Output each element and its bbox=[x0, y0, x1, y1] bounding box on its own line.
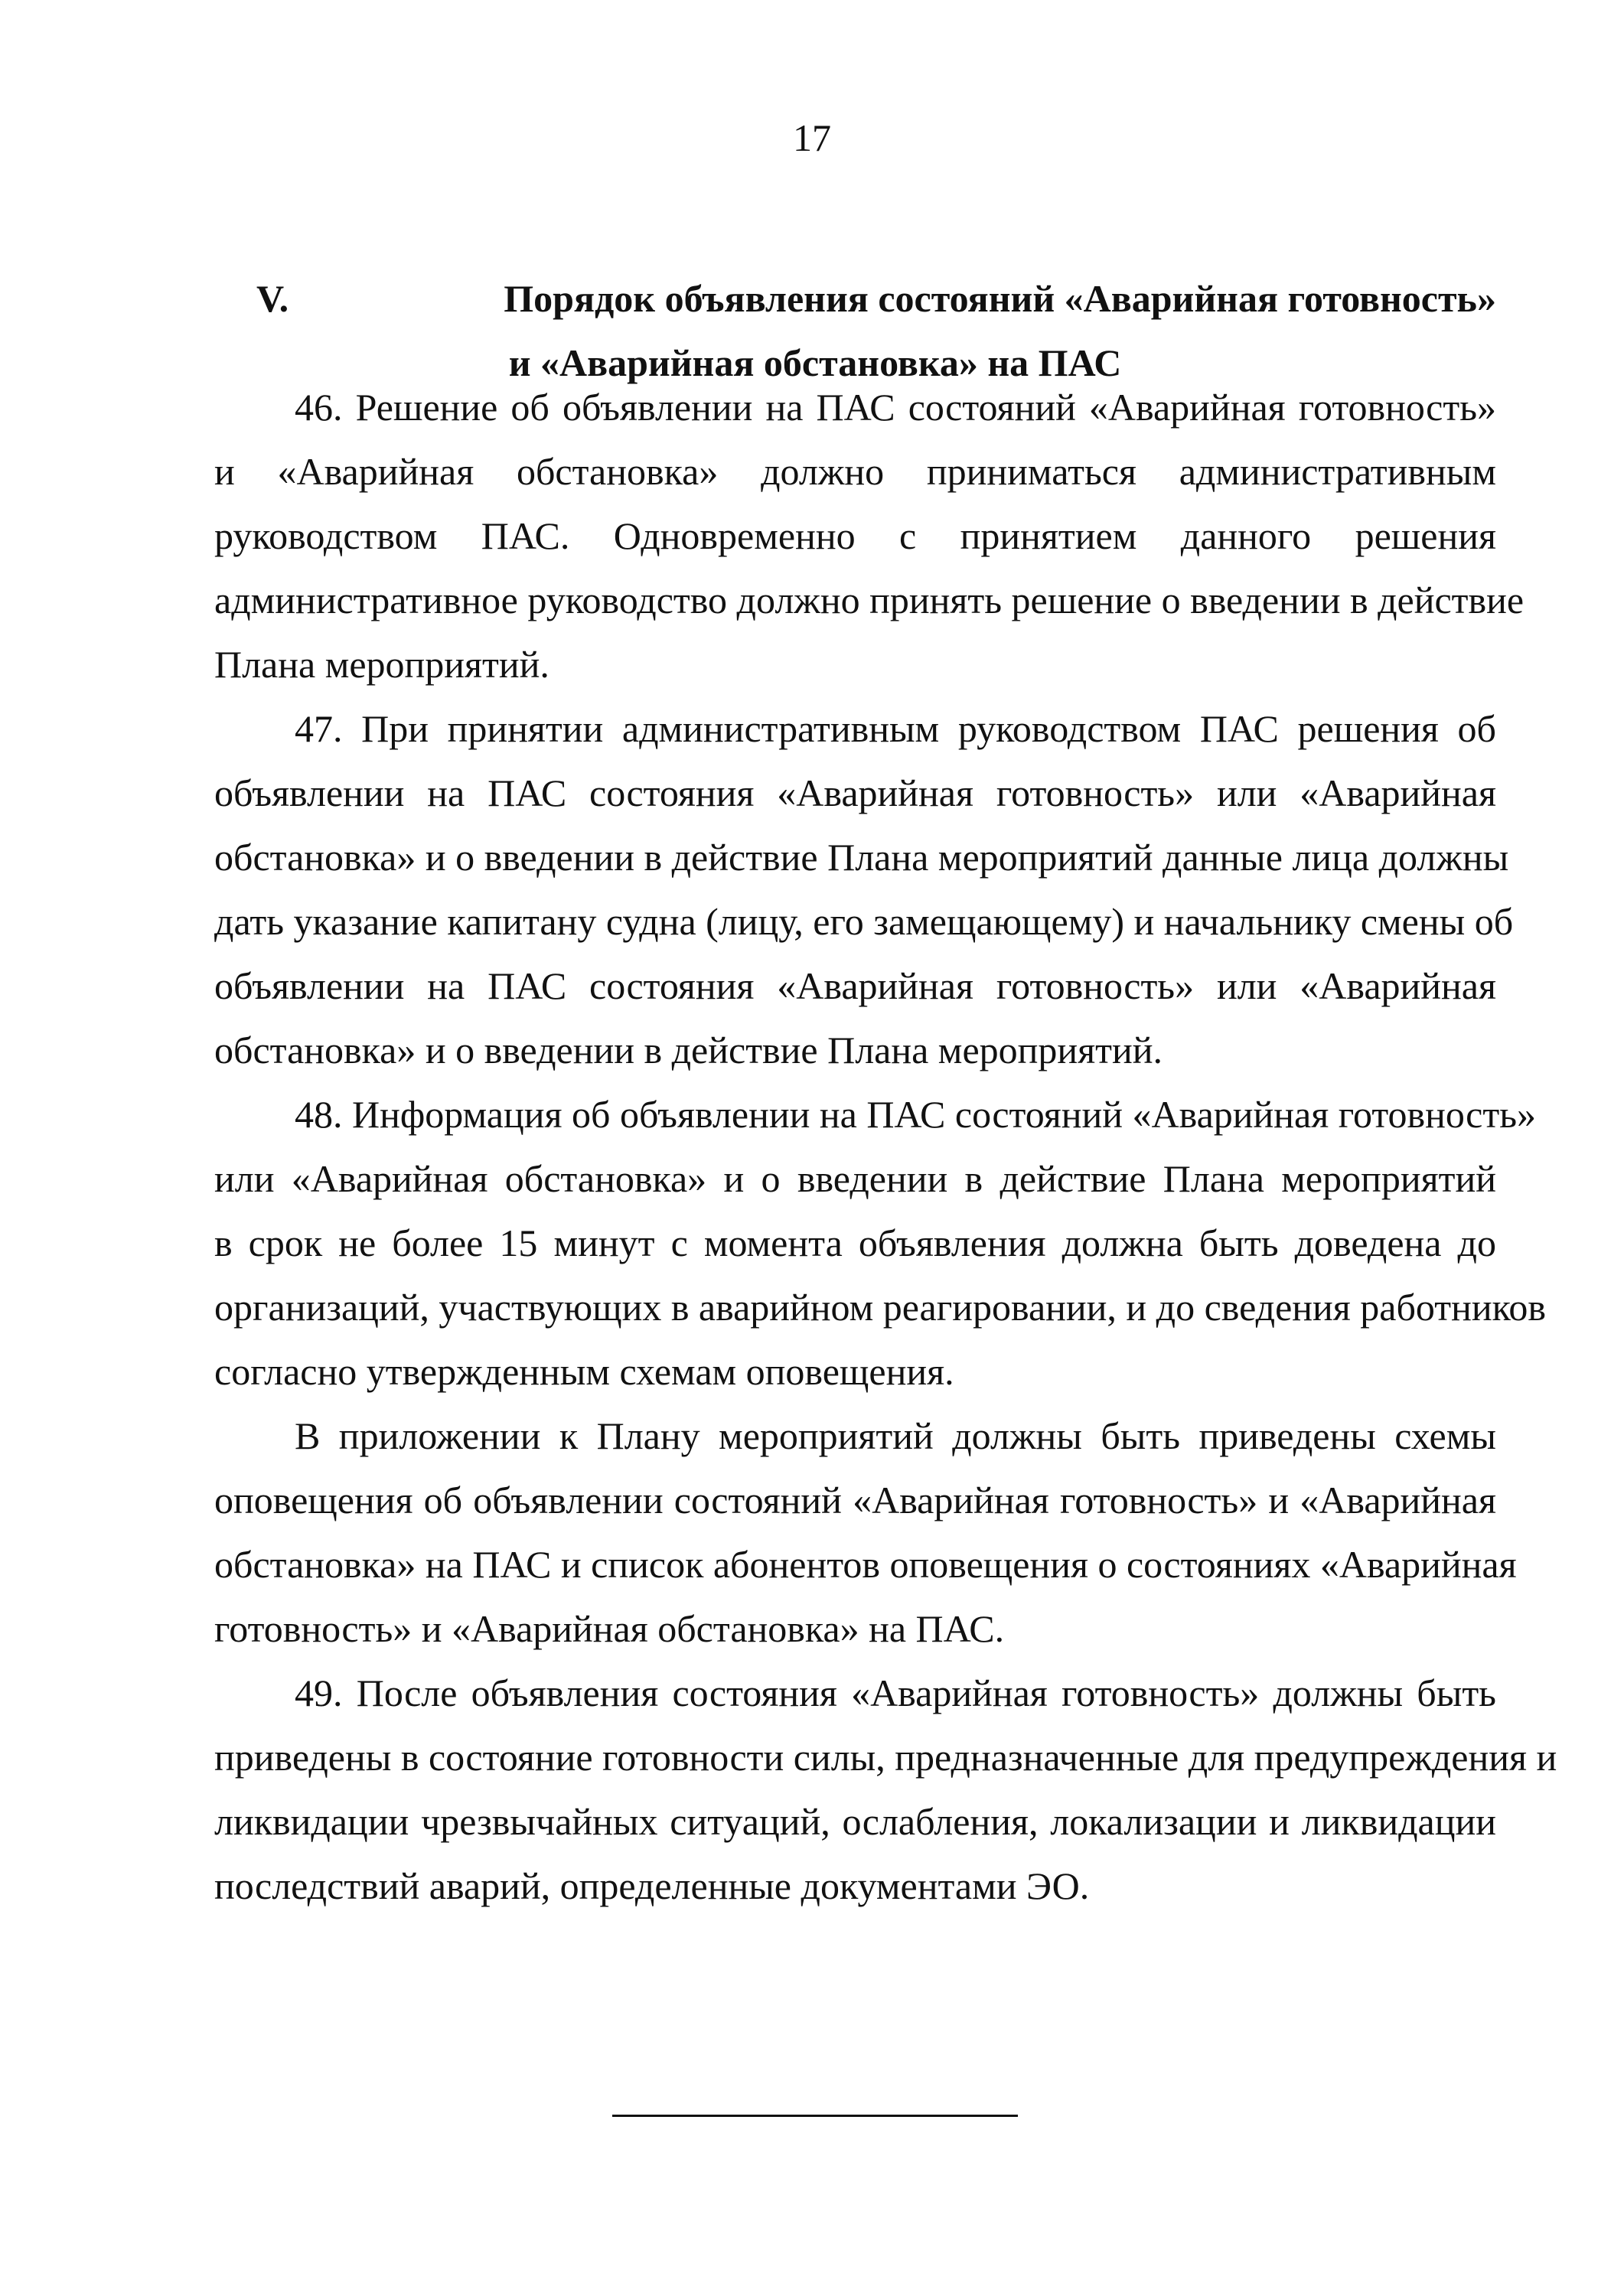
section-title-line-2: и «Аварийная обстановка» на ПАС bbox=[508, 341, 1122, 384]
text-line: обстановка» и о введении в действие Плана мероприятий данные лица должны bbox=[214, 836, 1509, 879]
page-number: 17 bbox=[793, 116, 831, 159]
text-line: согласно утвержденным схемам оповещения. bbox=[214, 1350, 954, 1393]
text-line: обстановка» и о введении в действие Плана мероприятий. bbox=[214, 1029, 1163, 1071]
paragraph-48-appendix bbox=[134, 1404, 1517, 1661]
text-line: административное руководство должно принять решение о введении в действие bbox=[214, 579, 1525, 621]
paragraph-48 bbox=[134, 1082, 1546, 1404]
text-line: организаций, участвующих в аварийном реагировании, и до сведения работников bbox=[214, 1286, 1546, 1329]
text-line: 49. После объявления состояния «Аварийная готовность» должны быть bbox=[295, 1671, 1496, 1714]
section-number: V. bbox=[256, 277, 289, 320]
text-line: или «Аварийная обстановка» и о введении в действие Плана мероприятий bbox=[214, 1157, 1496, 1200]
text-line: 47. При принятии административным руководством ПАС решения об bbox=[295, 707, 1496, 750]
section-heading-line-1 bbox=[256, 266, 1496, 331]
text-line: 46. Решение об объявлении на ПАС состояний «Аварийная готовность» bbox=[295, 386, 1496, 429]
text-line: оповещения об объявлении состояний «Аварийная готовность» и «Аварийная bbox=[214, 1479, 1496, 1521]
body-text bbox=[134, 375, 1557, 1918]
text-line: Плана мероприятий. bbox=[214, 643, 549, 686]
text-line: в срок не более 15 минут с момента объявления должна быть доведена до bbox=[214, 1221, 1496, 1264]
text-line: приведены в состояние готовности силы, предназначенные для предупреждения и bbox=[214, 1736, 1557, 1779]
end-divider bbox=[612, 2115, 1018, 2117]
paragraph-49 bbox=[134, 1661, 1557, 1918]
text-line: объявлении на ПАС состояния «Аварийная готовность» или «Аварийная bbox=[214, 771, 1496, 814]
text-line: последствий аварий, определенные документами ЭО. bbox=[214, 1864, 1090, 1907]
paragraph-47 bbox=[134, 696, 1514, 1082]
text-line: В приложении к Плану мероприятий должны быть приведены схемы bbox=[295, 1414, 1496, 1457]
text-line: ликвидации чрезвычайных ситуаций, ослабления, локализации и ликвидации bbox=[214, 1800, 1496, 1843]
text-line: объявлении на ПАС состояния «Аварийная готовность» или «Аварийная bbox=[214, 964, 1496, 1007]
text-line: руководством ПАС. Одновременно с принятием данного решения bbox=[214, 514, 1496, 557]
text-line: и «Аварийная обстановка» должно приниматься административным bbox=[214, 450, 1496, 493]
text-line: обстановка» на ПАС и список абонентов оповещения о состояниях «Аварийная bbox=[214, 1543, 1517, 1586]
text-line: готовность» и «Аварийная обстановка» на ПАС. bbox=[214, 1607, 1005, 1650]
text-line: 48. Информация об объявлении на ПАС состояний «Аварийная готовность» bbox=[295, 1093, 1536, 1136]
paragraph-46 bbox=[134, 375, 1525, 696]
text-line: дать указание капитану судна (лицу, его замещающему) и начальнику смены об bbox=[214, 900, 1514, 943]
section-title-line-1: Порядок объявления состояний «Аварийная готовность» bbox=[504, 277, 1496, 320]
